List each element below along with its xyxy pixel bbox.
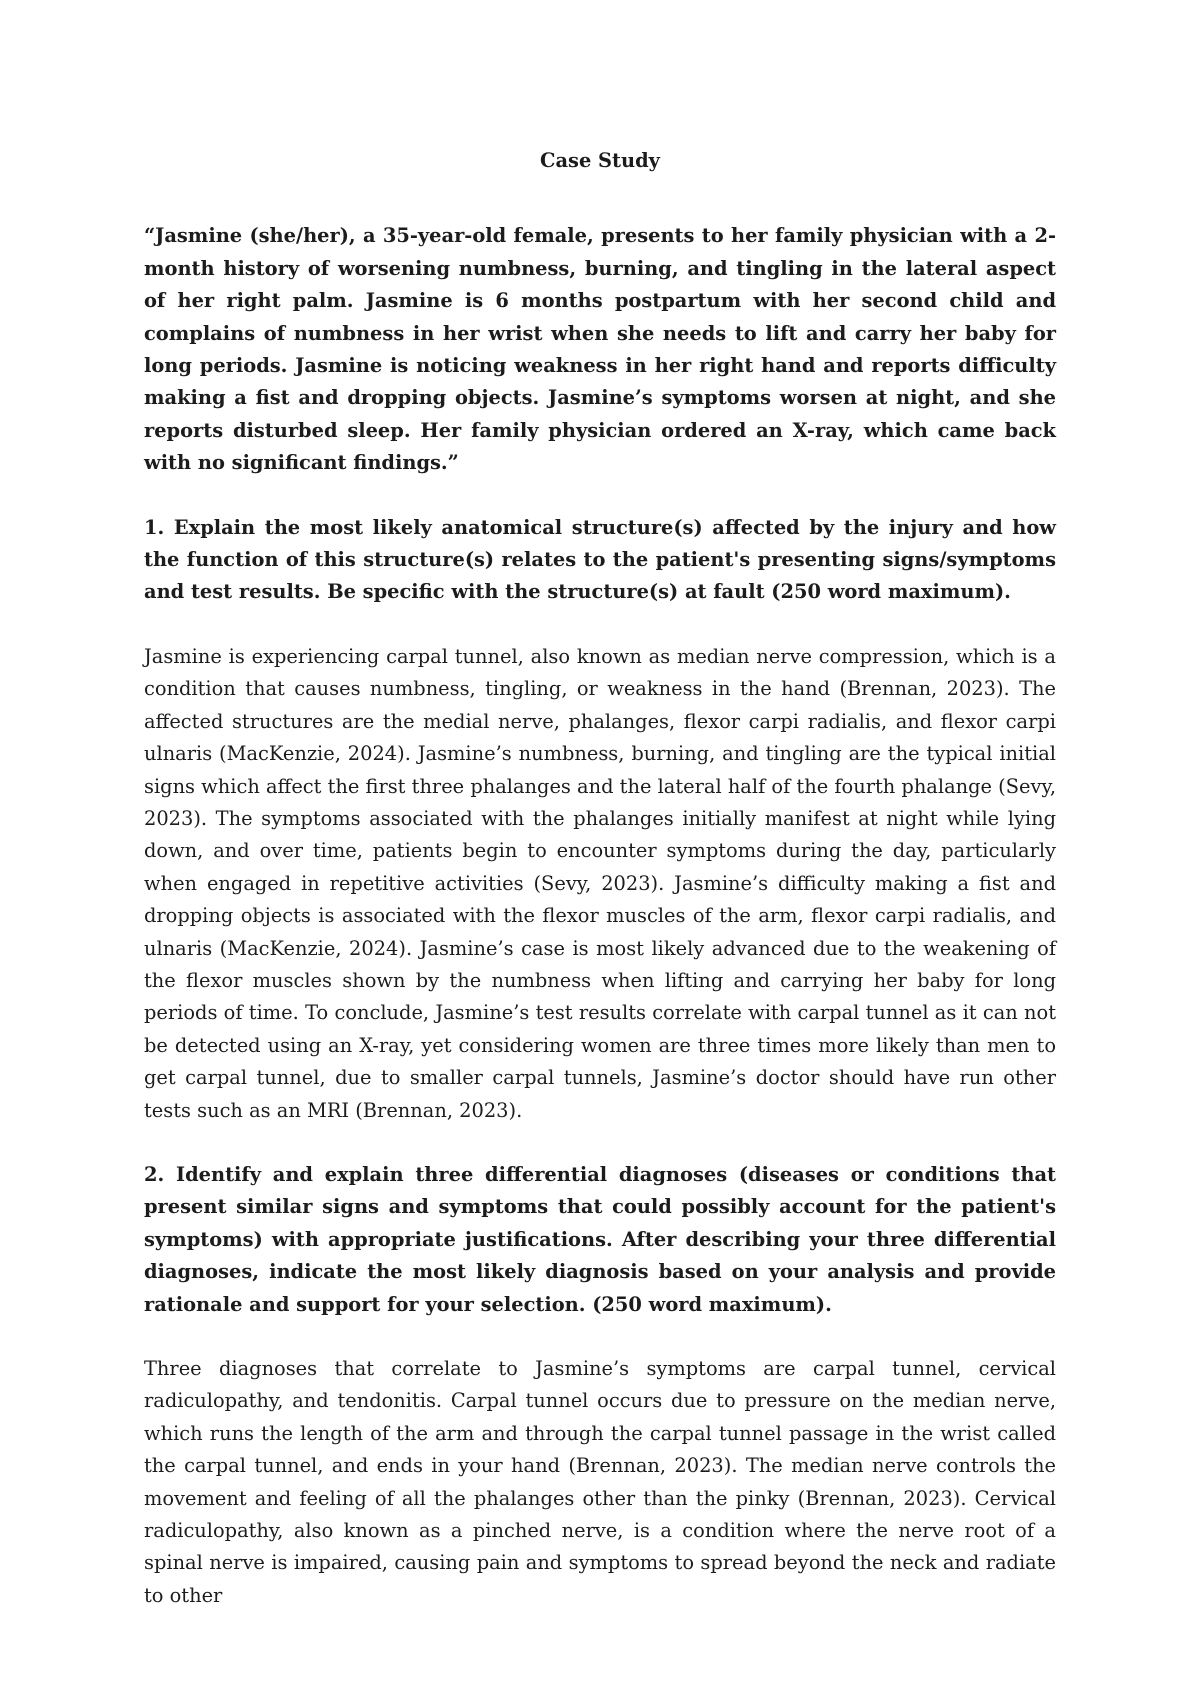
case-description: “Jasmine (she/her), a 35-year-old female, presents to her family physician with a 2-month history of worsening numbness, burning, and tingling in the lateral aspect of her right palm. Jasmine is 6 months postpartum with her second child and complains of numbness in her wrist when she needs to lift and carry her baby for long periods. Jasmine is noticing weakness in her right hand and reports difficulty making a fist and dropping objects. Jasmine’s symptoms worsen at night, and she reports disturbed sleep. Her family physician ordered an X-ray, which came back with no significant findings.”	[144, 224, 1056, 475]
question-2: 2. Identify and explain three differential diagnoses (diseases or conditions that present similar signs and symptoms that could possibly account for the patient's symptoms) with appropriate justifications. After describing your three differential diagnoses, indicate the most likely diagnosis based on your analysis and provide rationale and support for your selection. (250 word maximum).	[144, 1162, 1056, 1316]
answer-2: Three diagnoses that correlate to Jasmine’s symptoms are carpal tunnel, cervical radiculopathy, and tendonitis. Carpal tunnel occurs due to pressure on the median nerve, which runs the length of the arm and through the carpal tunnel passage in the wrist called the carpal tunnel, and ends in your hand (Brennan, 2023). The median nerve controls the movement and feeling of all the phalanges other than the pinky (Brennan, 2023). Cervical radiculopathy, also known as a pinched nerve, is a condition where the nerve root of a spinal nerve is impaired, causing pain and symptoms to spread beyond the neck and radiate to other	[144, 1357, 1056, 1607]
answer-1: Jasmine is experiencing carpal tunnel, also known as median nerve compression, which is a condition that causes numbness, tingling, or weakness in the hand (Brennan, 2023). The affected structures are the medial nerve, phalanges, flexor carpi radialis, and flexor carpi ulnaris (MacKenzie, 2024). Jasmine’s numbness, burning, and tingling are the typical initial signs which affect the first three phalanges and the lateral half of the fourth phalange (Sevy, 2023). The symptoms associated with the phalanges initially manifest at night while lying down, and over time, patients begin to encounter symptoms during the day, particularly when engaged in repetitive activities (Sevy, 2023). Jasmine’s difficulty making a fist and dropping objects is associated with the flexor muscles of the arm, flexor carpi radialis, and ulnaris (MacKenzie, 2024). Jasmine’s case is most likely advanced due to the weakening of the flexor muscles shown by the numbness when lifting and carrying her baby for long periods of time. To conclude, Jasmine’s test results correlate with carpal tunnel as it can not be detected using an X-ray, yet considering women are three times more likely than men to get carpal tunnel, due to smaller carpal tunnels, Jasmine’s doctor should have run other tests such as an MRI (Brennan, 2023).	[144, 644, 1056, 1122]
page-title: Case Study	[540, 149, 660, 172]
question-1: 1. Explain the most likely anatomical structure(s) affected by the injury and how the function of this structure(s) relates to the patient's presenting signs/symptoms and test results. Be specific with the structure(s) at fault (250 word maximum).	[144, 515, 1056, 604]
document-body	[144, 145, 1056, 1612]
